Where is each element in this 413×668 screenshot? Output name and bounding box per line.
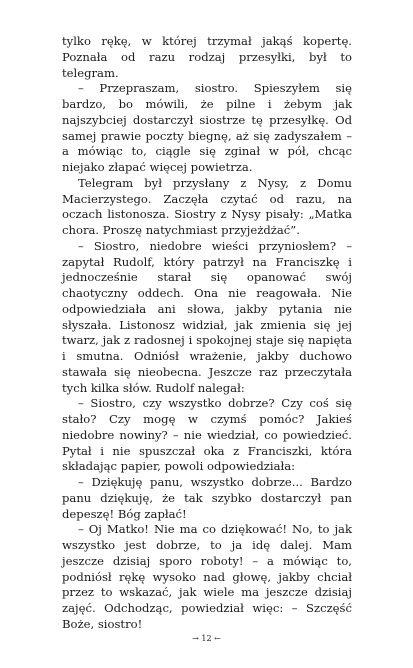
paragraph-7: – Oj Matko! Nie ma co dziękować! No, to jak wszystko jest dobrze, to ja idę dalej. Mam jeszcze dzisiaj sporo roboty! – a mówiąc to, podniósł rękę wysoko nad głowę, jakby chciał przez to wskazać, jak wiele ma jeszcze dzisiaj zajęć. Odchodząc, powiedział więc: – Szczęść Boże, siostro! bbox=[62, 522, 352, 631]
page-body bbox=[62, 34, 352, 633]
paragraph-3: Telegram był przysłany z Nysy, z Domu Macierzystego. Zaczęła czytać od razu, na oczach listonosza. Siostry z Nysy pisały: „Matka chora. Proszę natychmiast przyjeżdżać”. bbox=[62, 175, 352, 237]
footer-ornament-left: → bbox=[192, 634, 199, 643]
footer-ornament-right: ← bbox=[214, 634, 221, 643]
paragraph-6: – Dziękuję panu, wszystko dobrze... Bardzo panu dziękuję, że tak szybko dostarczył pan depeszę! Bóg zapłać! bbox=[62, 475, 352, 521]
page-number: 12 bbox=[201, 634, 212, 643]
page-footer bbox=[0, 634, 413, 643]
paragraph-5: – Siostro, czy wszystko dobrze? Czy coś się stało? Czy mogę w czymś pomóc? Jakieś niedobre nowiny? – nie wiedział, co powiedzieć. Pytał i nie spuszczał oka z Franciszki, która składając papier, powoli odpowiedziała: bbox=[62, 396, 352, 474]
paragraph-2: – Przepraszam, siostro. Spieszyłem się bardzo, bo mówili, że pilne i żebym jak najszybciej dostarczył siostrze tę przesyłkę. Od samej prawie poczty biegnę, aż się zadyszałem – a mówiąc to, ciągle się zginał w pół, chcąc niejako złapać więcej powietrza. bbox=[62, 81, 352, 174]
paragraph-1: tylko rękę, w której trzymał jakąś kopertę. Poznała od razu rodzaj przesyłki, był to telegram. bbox=[62, 34, 352, 80]
paragraph-4: – Siostro, niedobre wieści przyniosłem? – zapytał Rudolf, który patrzył na Franciszkę i jednocześnie starał się opanować swój chaotyczny oddech. Ona nie reagowała. Nie odpowiedziała ani słowa, jakby pytania nie słyszała. Listonosz widział, jak zmienia się jej twarz, jak z radosnej i spokojnej staje się napięta i smutna. Odniósł wrażenie, jakby duchowo stawała się nieobecna. Jeszcze raz przeczytała tych kilka słów. Rudolf nalegał: bbox=[62, 238, 352, 395]
